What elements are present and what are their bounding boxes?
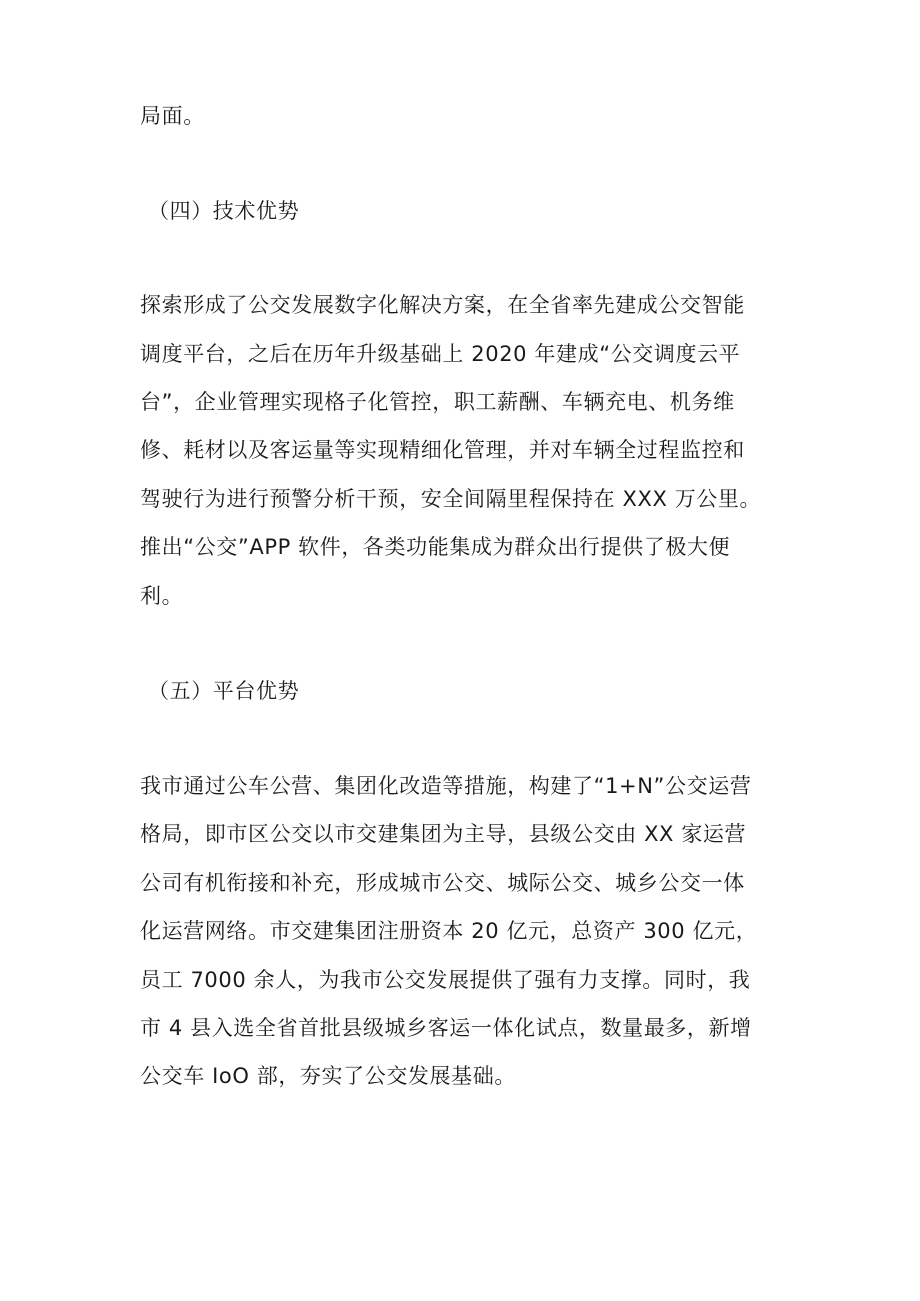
paragraph-line: 公交车 IoO 部，夯实了公交发展基础。 xyxy=(140,1064,516,1088)
paragraph-line: 化运营网络。市交建集团注册资本 20 亿元，总资产 300 亿元， xyxy=(140,919,758,943)
opening-fragment: 局面。 xyxy=(140,104,205,128)
paragraph-line: 探索形成了公交发展数字化解决方案，在全省率先建成公交智能 xyxy=(140,293,745,317)
paragraph-line: 推出“公交”APP 软件，各类功能集成为群众出行提供了极大便 xyxy=(140,535,731,559)
paragraph-line: 调度平台，之后在历年升级基础上 2020 年建成“公交调度云平 xyxy=(140,342,741,366)
paragraph-line: 格局，即市区公交以市交建集团为主导，县级公交由 XX 家运营 xyxy=(140,822,747,846)
paragraph-line: 台”，企业管理实现格子化管控，职工薪酬、车辆充电、机务维 xyxy=(140,390,735,414)
paragraph-line: 员工 7000 余人，为我市公交发展提供了强有力支撑。同时，我 xyxy=(140,968,751,992)
paragraph-line: 修、耗材以及客运量等实现精细化管理，并对车辆全过程监控和 xyxy=(140,438,745,462)
paragraph-line: 公司有机衔接和补充，形成城市公交、城际公交、城乡公交一体 xyxy=(140,871,745,895)
section-5-heading: （五）平台优势 xyxy=(148,679,300,703)
paragraph-line: 我市通过公车公营、集团化改造等措施，构建了“1+N”公交运营 xyxy=(140,774,752,798)
section-4-heading: （四）技术优势 xyxy=(148,199,300,223)
paragraph-line: 市 4 县入选全省首批县级城乡客运一体化试点，数量最多，新增 xyxy=(140,1016,752,1040)
paragraph-line: 利。 xyxy=(140,584,184,608)
paragraph-line: 驾驶行为进行预警分析干预，安全间隔里程保持在 XXX 万公里。 xyxy=(140,487,762,511)
